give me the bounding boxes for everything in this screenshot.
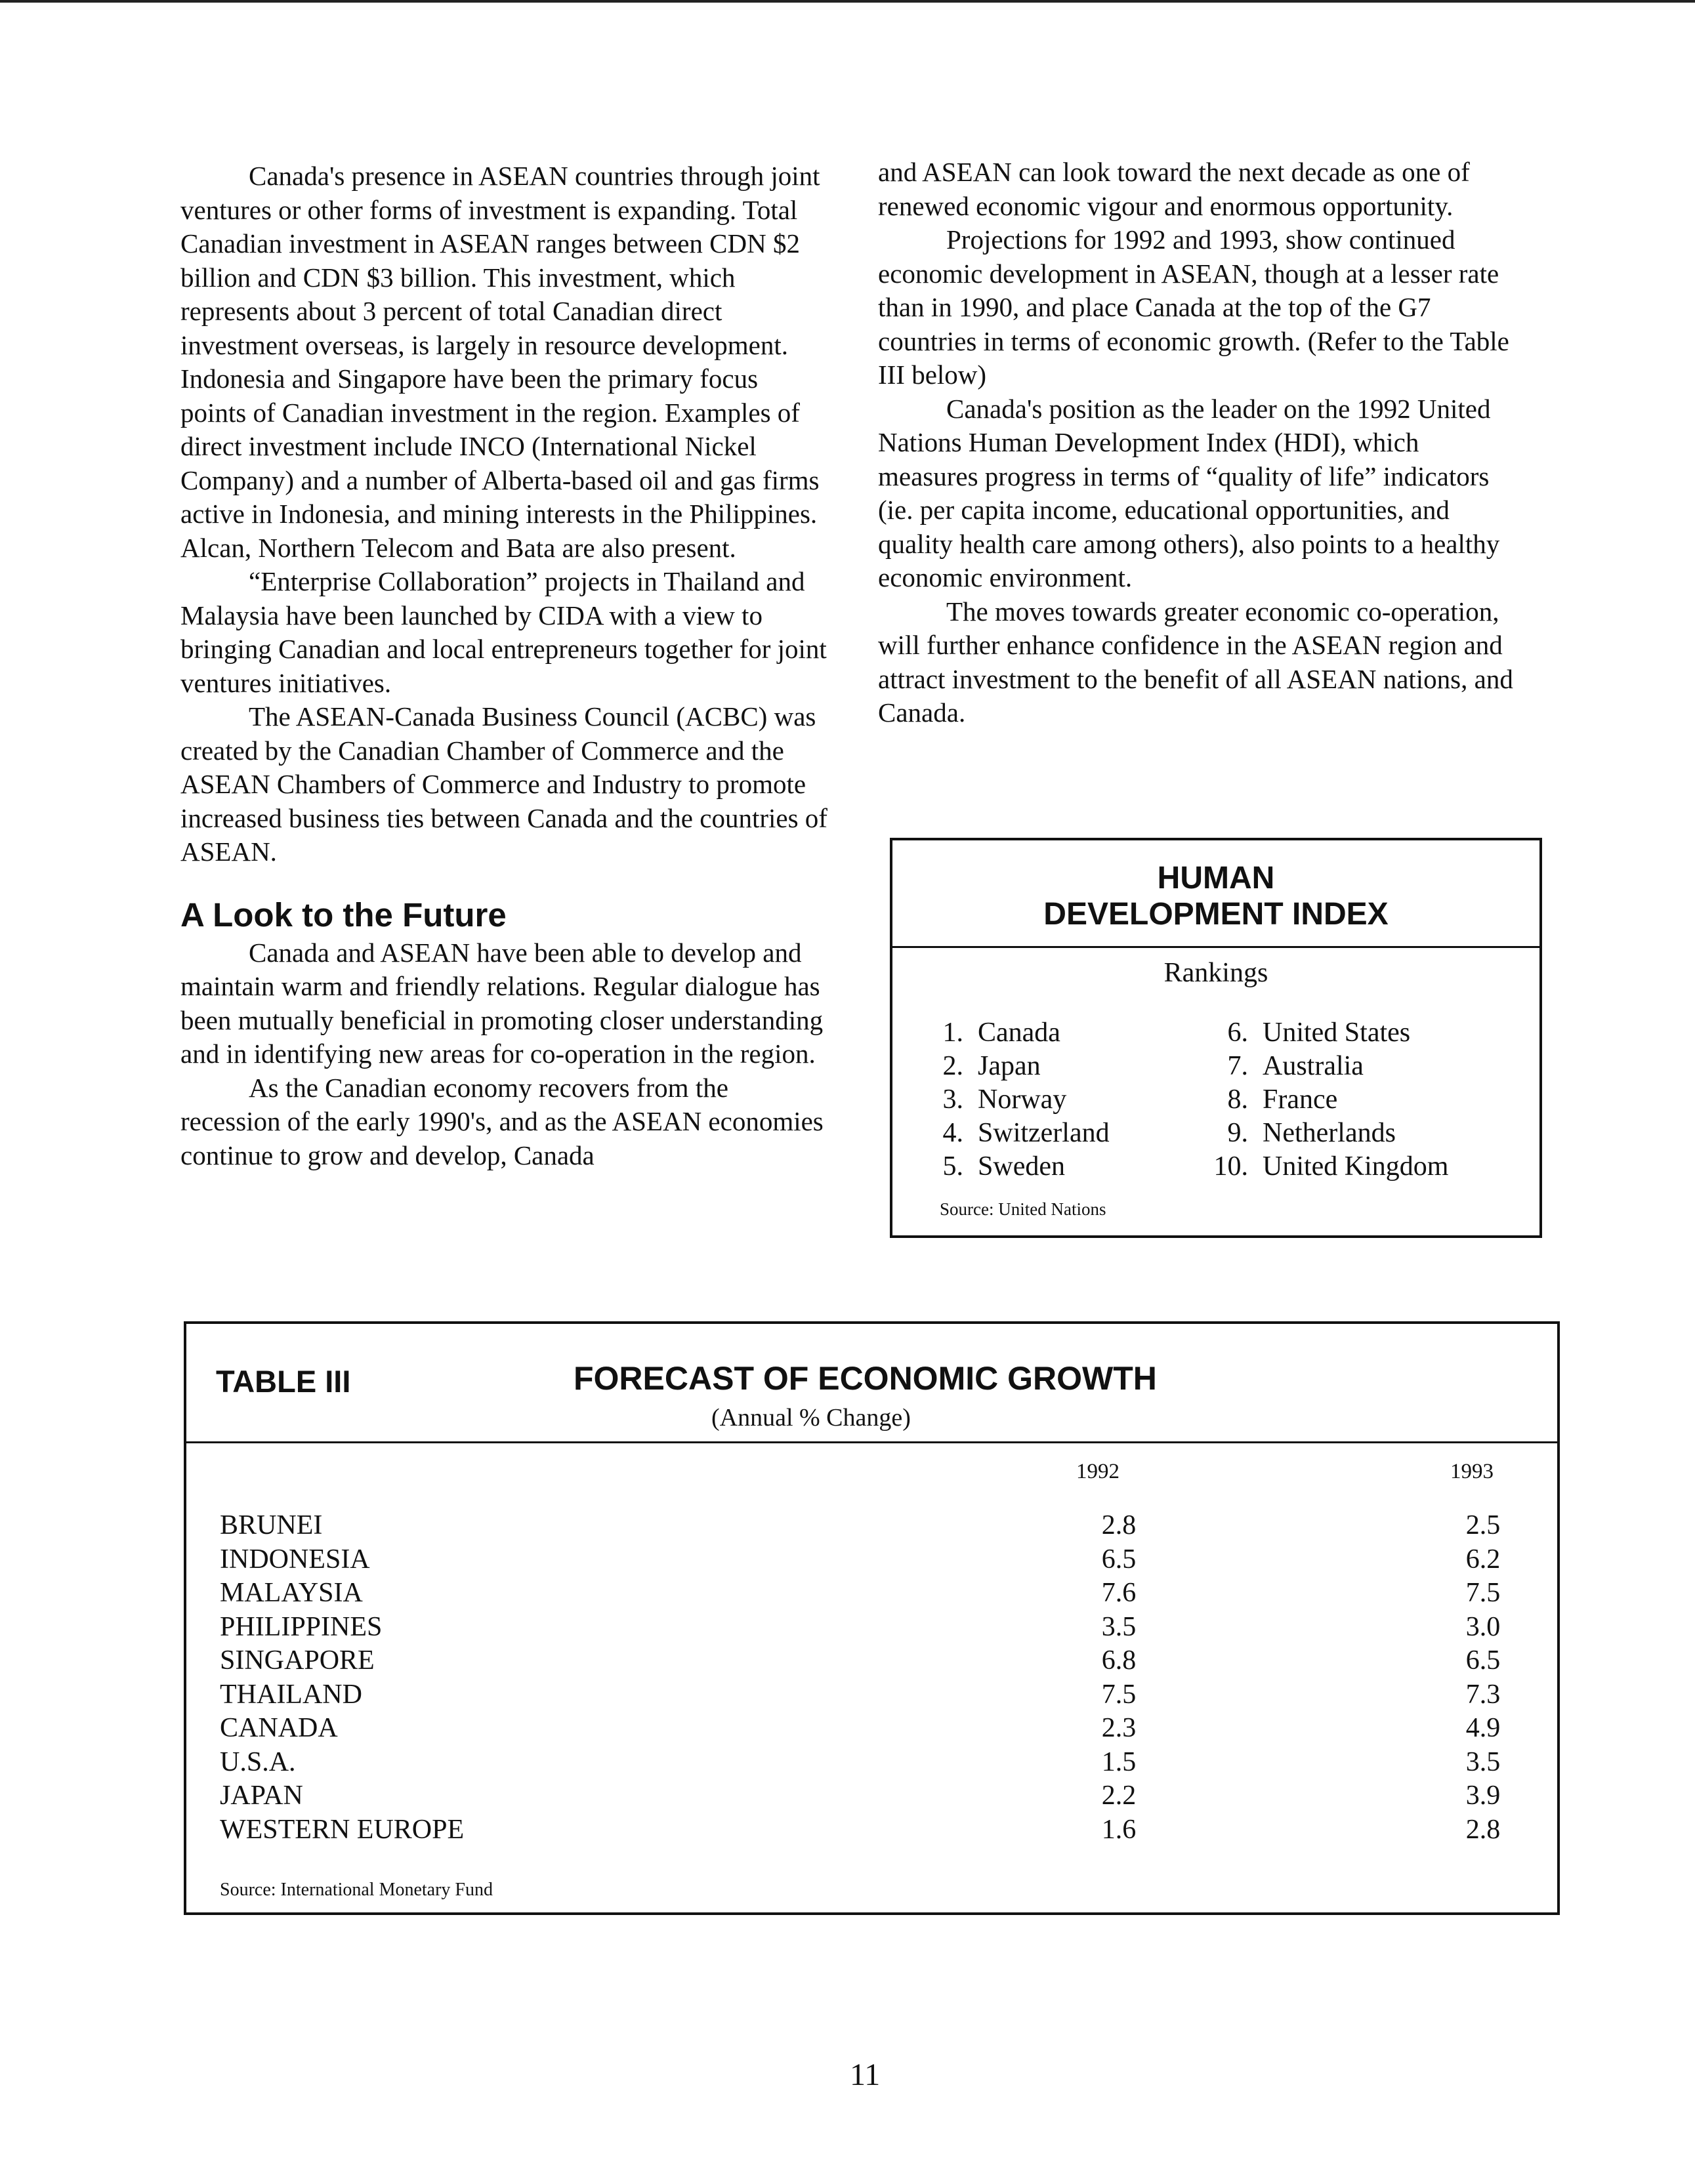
column-header-1993: 1993 bbox=[1450, 1460, 1494, 1483]
table-row: THAILAND 7.5 7.3 bbox=[220, 1679, 1501, 1710]
hdi-rank-list-right bbox=[1207, 1016, 1448, 1184]
table-row: PHILIPPINES 3.5 3.0 bbox=[220, 1611, 1501, 1642]
hdi-title-line1: HUMAN bbox=[1157, 861, 1275, 896]
page-number: 11 bbox=[850, 2057, 881, 2092]
rank-item: 1. Canada bbox=[942, 1018, 1060, 1048]
hdi-source: Source: United Nations bbox=[940, 1199, 1106, 1219]
rank-item: 8. France bbox=[1227, 1084, 1338, 1115]
top-border-line bbox=[0, 0, 1695, 3]
table-row: JAPAN 2.2 3.9 bbox=[220, 1781, 1501, 1811]
paragraph: Canada's presence in ASEAN countries through joint ventures or other forms of investment is expanding. Total Canadian investment in ASEAN ranges between CDN $2 billion and CDN $3 billion. This investment, which represents about 3 percent of total Canadian direct investment overseas, is largely in resource development. Indonesia and Singapore have been the primary focus points of Canadian investment in the region. Examples of direct investment include INCO (International Nickel Company) and a number of Alberta-based oil and gas firms active in Indonesia, and mining interests in the Philippines. Alcan, Northern Telecom and Bata are also present. bbox=[180, 161, 820, 563]
rank-item: 3. Norway bbox=[942, 1084, 1067, 1115]
rank-item: 2. Japan bbox=[942, 1051, 1041, 1081]
hdi-box bbox=[890, 838, 1542, 1238]
hdi-title-line2: DEVELOPMENT INDEX bbox=[1043, 897, 1389, 932]
table-row: BRUNEI 2.8 2.5 bbox=[220, 1510, 1501, 1540]
table-title: FORECAST OF ECONOMIC GROWTH bbox=[574, 1360, 1157, 1397]
table-row: CANADA 2.3 4.9 bbox=[220, 1713, 1501, 1743]
table-row: MALAYSIA 7.6 7.5 bbox=[220, 1578, 1501, 1608]
hdi-rank-list-left bbox=[937, 1016, 1110, 1184]
rank-item: 6. United States bbox=[1227, 1018, 1411, 1048]
table-subtitle: (Annual % Change) bbox=[711, 1404, 911, 1432]
table-label: TABLE III bbox=[216, 1364, 351, 1399]
paragraph: Canada's position as the leader on the 1992 United Nations Human Development Index (HDI), which measures progress in terms of “quality of life” indicators (ie. per capita income, educational opportunities, and quality health care among others), also points to a healthy economic environment. bbox=[878, 393, 1500, 592]
paragraph: “Enterprise Collaboration” projects in Thailand and Malaysia have been launched by CIDA with a view to bringing Canadian and local entrepreneurs together for joint ventures initiatives. bbox=[180, 566, 827, 698]
rank-item: 10. United Kingdom bbox=[1213, 1151, 1449, 1182]
rank-item: 4. Switzerland bbox=[942, 1118, 1110, 1148]
left-text-column bbox=[180, 159, 830, 1172]
paragraph: As the Canadian economy recovers from the recession of the early 1990's, and as the ASEAN economies continue to grow and develop, Canada bbox=[180, 1072, 824, 1170]
hdi-subtitle: Rankings bbox=[1163, 958, 1268, 988]
table-source: Source: International Monetary Fund bbox=[220, 1880, 493, 1900]
rank-item: 7. Australia bbox=[1227, 1051, 1364, 1081]
paragraph: Projections for 1992 and 1993, show continued economic development in ASEAN, though at a lesser rate than in 1990, and place Canada at the top of the G7 countries in terms of economic growth. (Refer to the Table III below) bbox=[878, 224, 1509, 390]
paragraph: and ASEAN can look toward the next decade as one of renewed economic vigour and enormous opportunity. bbox=[878, 157, 1470, 221]
table-header bbox=[186, 1324, 1557, 1443]
paragraph: The ASEAN-Canada Business Council (ACBC) was created by the Canadian Chamber of Commerce and the ASEAN Chambers of Commerce and Industry to promote increased business ties between Canada and the countries of ASEAN. bbox=[180, 701, 827, 867]
rank-item: 5. Sweden bbox=[942, 1151, 1065, 1182]
rank-item: 9. Netherlands bbox=[1227, 1118, 1396, 1148]
hdi-title bbox=[892, 840, 1539, 948]
paragraph: The moves towards greater economic co-operation, will further enhance confidence in the ASEAN region and attract investment to the benefit of all ASEAN nations, and Canada. bbox=[878, 596, 1513, 728]
table-row: U.S.A. 1.5 3.5 bbox=[220, 1746, 1501, 1777]
table-rows bbox=[220, 1509, 1513, 1847]
column-header-1992: 1992 bbox=[1076, 1460, 1120, 1483]
right-text-column bbox=[878, 155, 1524, 730]
table-row: WESTERN EUROPE 1.6 2.8 bbox=[220, 1814, 1501, 1845]
paragraph: Canada and ASEAN have been able to develop and maintain warm and friendly relations. Regular dialogue has been mutually beneficial in promoting closer understanding and in identifying new areas for co-operation in the region. bbox=[180, 937, 824, 1069]
section-heading: A Look to the Future bbox=[180, 896, 507, 934]
table-row: INDONESIA 6.5 6.2 bbox=[220, 1544, 1501, 1575]
table-row: SINGAPORE 6.8 6.5 bbox=[220, 1645, 1501, 1676]
